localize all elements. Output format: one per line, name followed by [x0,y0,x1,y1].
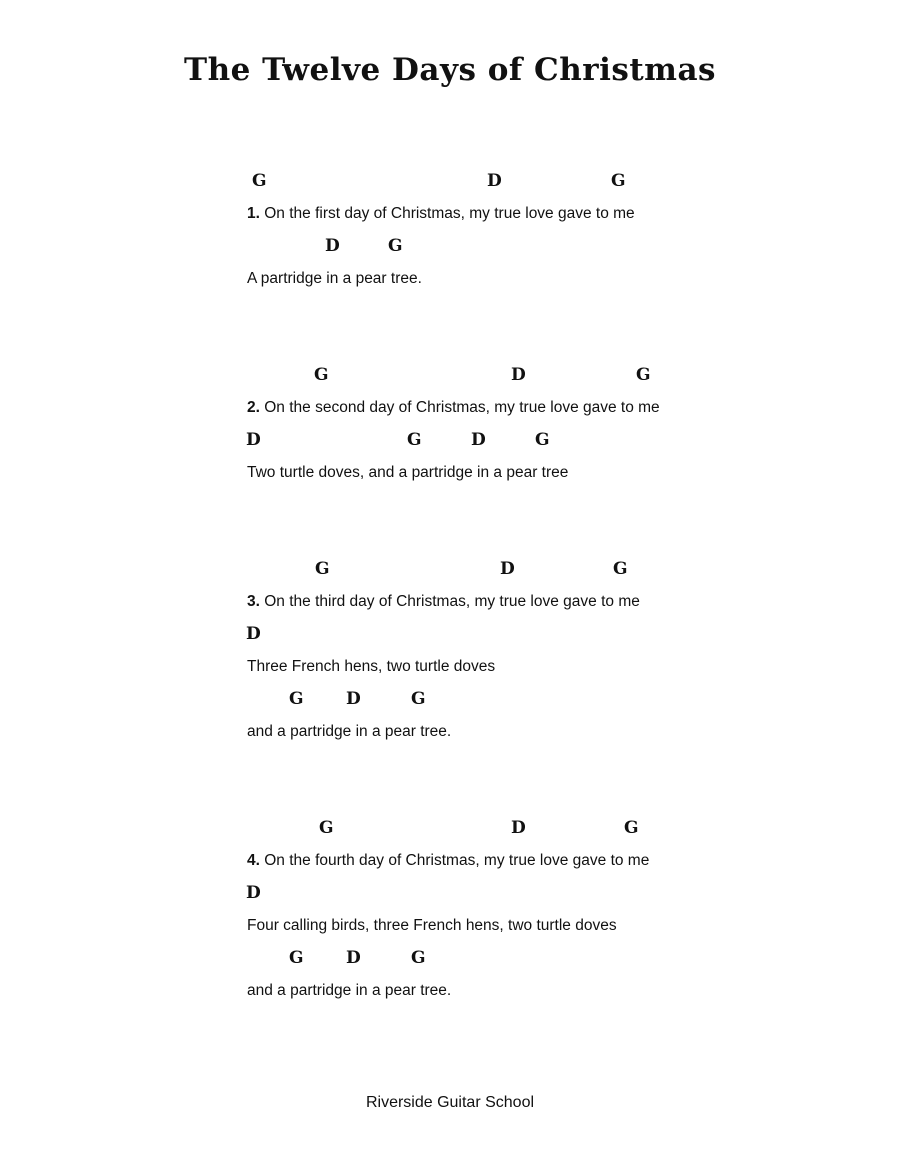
lyric-line [247,398,660,418]
chord-line [0,236,900,260]
lyric-text: On the first day of Christmas, my true love gave to me [264,205,635,222]
chord-line [0,559,900,583]
chord-line [0,365,900,389]
verse-number: 3. [247,593,260,610]
chord-line [0,689,900,713]
chord-line [0,624,900,648]
lyric-text: On the third day of Christmas, my true love gave to me [264,593,640,610]
chord: G [411,948,426,968]
chord: D [471,430,486,450]
chord: G [289,689,304,709]
lyric-line [247,204,635,224]
chord: G [611,171,626,191]
chord-line [0,883,900,907]
lyric-line: Three French hens, two turtle doves [247,658,496,675]
chord: G [613,559,628,579]
chord-line [0,818,900,842]
chord-line [0,171,900,195]
chord: G [388,236,403,256]
verse-number: 4. [247,852,260,869]
lyric-line: and a partridge in a pear tree. [247,982,452,999]
chord: D [346,689,361,709]
lyric-text: On the fourth day of Christmas, my true love gave to me [264,852,650,869]
chord: G [624,818,639,838]
lyric-text: On the second day of Christmas, my true love gave to me [264,399,660,416]
chord: G [407,430,422,450]
verse-number: 2. [247,399,260,416]
chord-line [0,430,900,454]
chord: G [535,430,550,450]
chord: D [246,624,261,644]
chord: D [511,818,526,838]
chord: G [314,365,329,385]
verse-number: 1. [247,205,260,222]
chord: G [636,365,651,385]
lyric-line [247,851,649,871]
chord: D [246,430,261,450]
chord: D [487,171,502,191]
chord: D [246,883,261,903]
page-title: The Twelve Days of Christmas [184,52,716,88]
chord: G [319,818,334,838]
chord: D [500,559,515,579]
lyric-line: A partridge in a pear tree. [247,270,422,287]
lyric-line: and a partridge in a pear tree. [247,723,452,740]
chord: G [252,171,267,191]
chord: G [315,559,330,579]
lyric-line: Two turtle doves, and a partridge in a pear tree [247,464,569,481]
chord-line [0,948,900,972]
chord: D [325,236,340,256]
chord: G [411,689,426,709]
lyric-line: Four calling birds, three French hens, two turtle doves [247,917,617,934]
lyric-line [247,592,640,612]
footer-text: Riverside Guitar School [365,1094,535,1111]
chord: G [289,948,304,968]
chord: D [346,948,361,968]
chord: D [511,365,526,385]
